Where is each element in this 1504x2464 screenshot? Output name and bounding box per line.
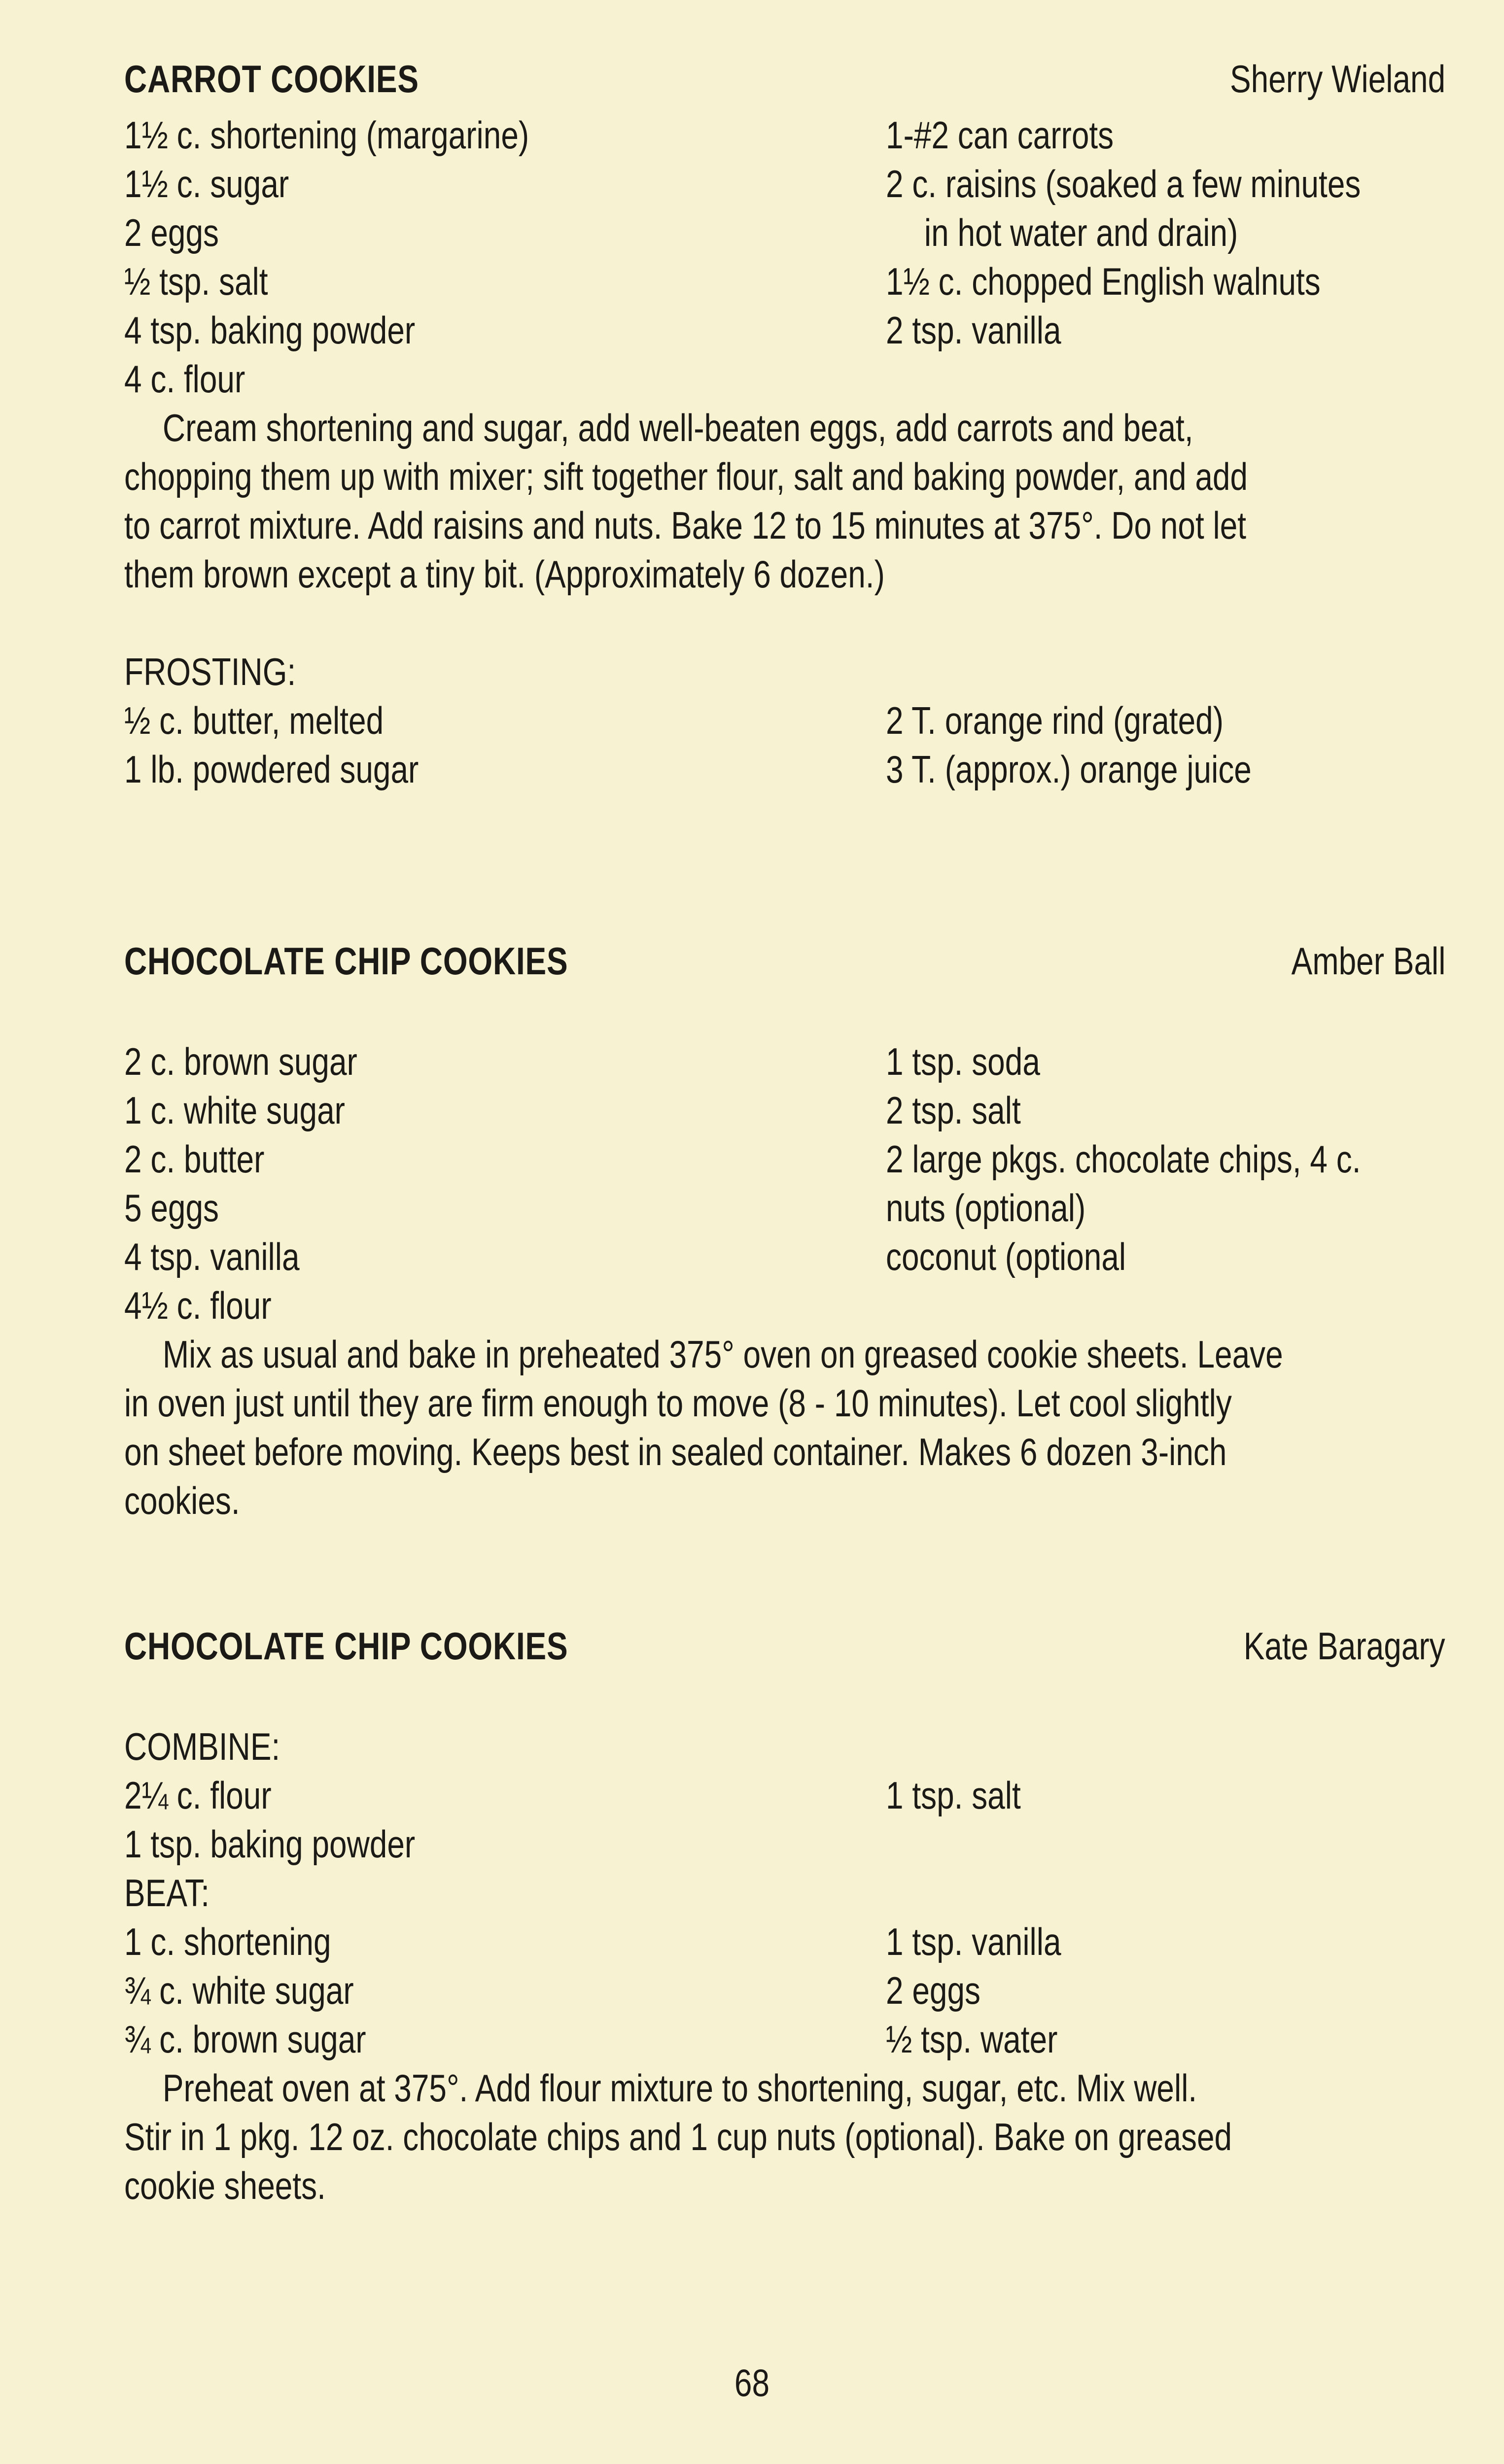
recipe-instructions — [124, 1330, 1445, 1525]
instruction-line: Stir in 1 pkg. 12 oz. chocolate chips and 1 cup nuts (optional). Bake on greased — [124, 2115, 1232, 2158]
ingredient-columns — [124, 111, 1445, 355]
ingredient-line: ½ tsp. water — [886, 2018, 1058, 2061]
instruction-line: to carrot mixture. Add raisins and nuts. Bake 12 to 15 minutes at 375°. Do not let — [124, 504, 1247, 547]
ingredient-line: 1 tsp. soda — [886, 1040, 1040, 1083]
ingredients-right — [886, 111, 1465, 355]
beat-heading: BEAT: — [124, 1871, 210, 1915]
instruction-line: Preheat oven at 375°. Add flour mixture to shortening, sugar, etc. Mix well. — [162, 2066, 1197, 2110]
ingredient-line: 1½ c. sugar — [124, 162, 289, 205]
frosting-right — [886, 696, 1332, 794]
recipe-carrot-cookies — [124, 57, 1445, 794]
ingredient-line: 2 eggs — [124, 211, 219, 254]
ingredient-line: 1 c. white sugar — [124, 1089, 345, 1132]
beat-right — [886, 1917, 1100, 2064]
ingredient-line: nuts (optional) — [886, 1186, 1086, 1230]
ingredients-left — [124, 1037, 409, 1281]
ingredient-columns — [124, 1037, 1445, 1281]
instruction-line: chopping them up with mixer; sift together flour, salt and baking powder, and add — [124, 455, 1248, 498]
frosting-heading: FROSTING: — [124, 650, 296, 693]
ingredients-left — [124, 111, 618, 355]
ingredient-line: 2 large pkgs. chocolate chips, 4 c. — [886, 1137, 1361, 1181]
ingredient-line: 1½ c. shortening (margarine) — [124, 113, 529, 157]
recipe-author: Amber Ball — [1291, 939, 1445, 983]
ingredient-line: ½ tsp. salt — [124, 260, 268, 303]
ingredient-line: ¾ c. brown sugar — [124, 2018, 366, 2061]
recipe-instructions — [124, 2064, 1445, 2210]
recipe-title: CHOCOLATE CHIP COOKIES — [124, 1624, 568, 1668]
ingredient-line: coconut (optional — [886, 1235, 1126, 1278]
ingredient-line: in hot water and drain) — [924, 211, 1238, 254]
ingredient-line: 2 tsp. salt — [886, 1089, 1021, 1132]
instruction-line: them brown except a tiny bit. (Approximately 6 dozen.) — [124, 552, 885, 596]
instruction-line: on sheet before moving. Keeps best in sealed container. Makes 6 dozen 3-inch — [124, 1430, 1227, 1473]
ingredient-line: 2 c. butter — [124, 1137, 265, 1181]
ingredient-line: 2 tsp. vanilla — [886, 308, 1061, 352]
page-number: 68 — [734, 2361, 770, 2404]
combine-columns — [124, 1771, 1445, 1869]
ingredient-line: 4½ c. flour — [124, 1284, 272, 1327]
ingredient-line: 3 T. (approx.) orange juice — [886, 748, 1252, 791]
recipe-author: Sherry Wieland — [1229, 57, 1445, 101]
instruction-line: cookies. — [124, 1479, 240, 1522]
ingredient-line: 5 eggs — [124, 1186, 219, 1230]
ingredient-line: 2 c. raisins (soaked a few minutes — [886, 162, 1361, 205]
ingredient-line: 4 tsp. vanilla — [124, 1235, 300, 1278]
frosting-columns — [124, 696, 1445, 794]
beat-columns — [124, 1917, 1445, 2064]
recipe-header — [124, 939, 1445, 1037]
ingredient-line: 1 tsp. baking powder — [124, 1822, 416, 1866]
recipe-chocolate-chip-cookies-1 — [124, 939, 1445, 1525]
recipe-header — [124, 1624, 1445, 1722]
recipe-title: CHOCOLATE CHIP COOKIES — [124, 939, 568, 983]
ingredient-line: 2¼ c. flour — [124, 1774, 272, 1817]
instruction-line: Cream shortening and sugar, add well-beaten eggs, add carrots and beat, — [162, 406, 1193, 449]
ingredient-line: ¾ c. white sugar — [124, 1969, 354, 2012]
frosting-left — [124, 696, 483, 794]
instruction-line: in oven just until they are firm enough to move (8 - 10 minutes). Let cool slightly — [124, 1381, 1232, 1425]
instruction-line: Mix as usual and bake in preheated 375° oven on greased cookie sheets. Leave — [162, 1333, 1283, 1376]
recipe-author: Kate Baragary — [1244, 1624, 1445, 1668]
ingredients-right — [886, 1037, 1465, 1281]
ingredient-line: ½ c. butter, melted — [124, 699, 384, 742]
ingredient-line: 2 c. brown sugar — [124, 1040, 357, 1083]
ingredient-line: 1 tsp. salt — [886, 1774, 1021, 1817]
combine-right — [886, 1771, 1050, 1820]
recipe-instructions — [124, 404, 1445, 599]
combine-heading: COMBINE: — [124, 1725, 280, 1768]
ingredient-line: 1 lb. powdered sugar — [124, 748, 419, 791]
ingredient-line: 4 tsp. baking powder — [124, 308, 416, 352]
ingredient-line: 1-#2 can carrots — [886, 113, 1114, 157]
ingredient-line: 2 T. orange rind (grated) — [886, 699, 1224, 742]
recipe-title: CARROT COOKIES — [124, 57, 419, 101]
beat-left — [124, 1917, 419, 2064]
recipe-chocolate-chip-cookies-2 — [124, 1624, 1445, 2210]
ingredient-line: 1 c. shortening — [124, 1920, 331, 1963]
instruction-line: cookie sheets. — [124, 2164, 326, 2207]
ingredient-line: 2 eggs — [886, 1969, 981, 2012]
recipe-header — [124, 57, 1445, 111]
ingredient-line: 4 c. flour — [124, 357, 245, 401]
combine-left — [124, 1771, 479, 1869]
ingredient-line: 1 tsp. vanilla — [886, 1920, 1061, 1963]
ingredient-line: 1½ c. chopped English walnuts — [886, 260, 1321, 303]
